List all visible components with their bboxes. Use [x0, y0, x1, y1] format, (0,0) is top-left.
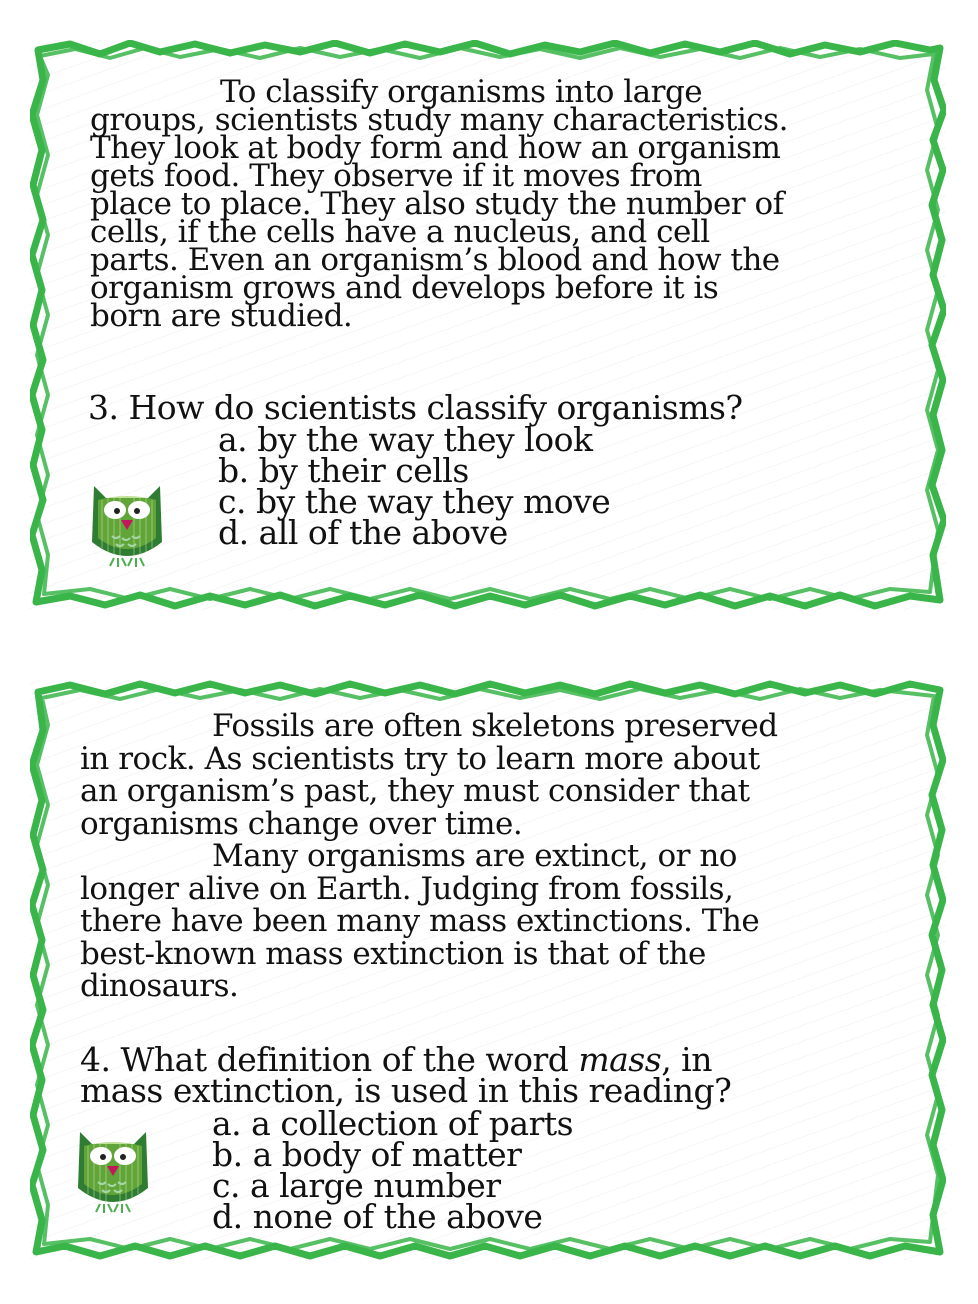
answer-option-c[interactable]: c. a large number	[212, 1166, 501, 1205]
question-line: 4. What definition of the word mass, in	[80, 1040, 712, 1079]
passage-line: in rock. As scientists try to learn more about	[80, 740, 760, 777]
answer-option-b[interactable]: b. a body of matter	[212, 1135, 522, 1174]
passage	[90, 74, 930, 334]
passage-line: To classify organisms into large	[220, 74, 703, 110]
passage-line: place to place. They also study the number of	[90, 186, 784, 222]
passage-line: Many organisms are extinct, or no	[212, 838, 737, 874]
answer-option-a[interactable]: a. by the way they look	[218, 420, 593, 459]
question-line: mass extinction, is used in this reading?	[80, 1071, 732, 1110]
passage-line: parts. Even an organism’s blood and how the	[90, 242, 780, 278]
owl-icon	[74, 1126, 152, 1220]
passage-line: They look at body form and how an organism	[90, 130, 781, 166]
reading-card-1	[30, 40, 946, 610]
owl-icon	[88, 480, 166, 574]
passage-line: gets food. They observe if it moves from	[90, 158, 702, 194]
passage-line: there have been many mass extinctions. The	[80, 903, 760, 939]
reading-card-2	[30, 680, 946, 1260]
passage-line: cells, if the cells have a nucleus, and cell	[90, 214, 710, 250]
passage-line: organism grows and develops before it is	[90, 270, 719, 306]
passage-line: longer alive on Earth. Judging from fossils,	[80, 870, 734, 907]
answer-options	[212, 1104, 574, 1236]
question-4	[80, 1040, 732, 1110]
answer-option-d[interactable]: d. all of the above	[218, 513, 508, 552]
passage-line: groups, scientists study many characteristics.	[90, 102, 788, 138]
passage-line: an organism’s past, they must consider that	[80, 773, 750, 809]
passage-line: Fossils are often skeletons preserved	[212, 708, 778, 744]
answer-option-a[interactable]: a. a collection of parts	[212, 1104, 574, 1143]
passage-line: best-known mass extinction is that of the	[80, 935, 706, 972]
question-3: 3. How do scientists classify organisms?	[88, 388, 743, 427]
answer-option-d[interactable]: d. none of the above	[212, 1197, 543, 1236]
emphasized-word: mass	[578, 1040, 662, 1079]
passage-line: dinosaurs.	[80, 968, 239, 1004]
passage-line: born are studied.	[90, 298, 353, 334]
passage	[80, 710, 930, 1003]
answer-options	[218, 420, 611, 552]
passage-line: organisms change over time.	[80, 805, 523, 842]
answer-option-c[interactable]: c. by the way they move	[218, 482, 611, 521]
answer-option-b[interactable]: b. by their cells	[218, 451, 469, 490]
